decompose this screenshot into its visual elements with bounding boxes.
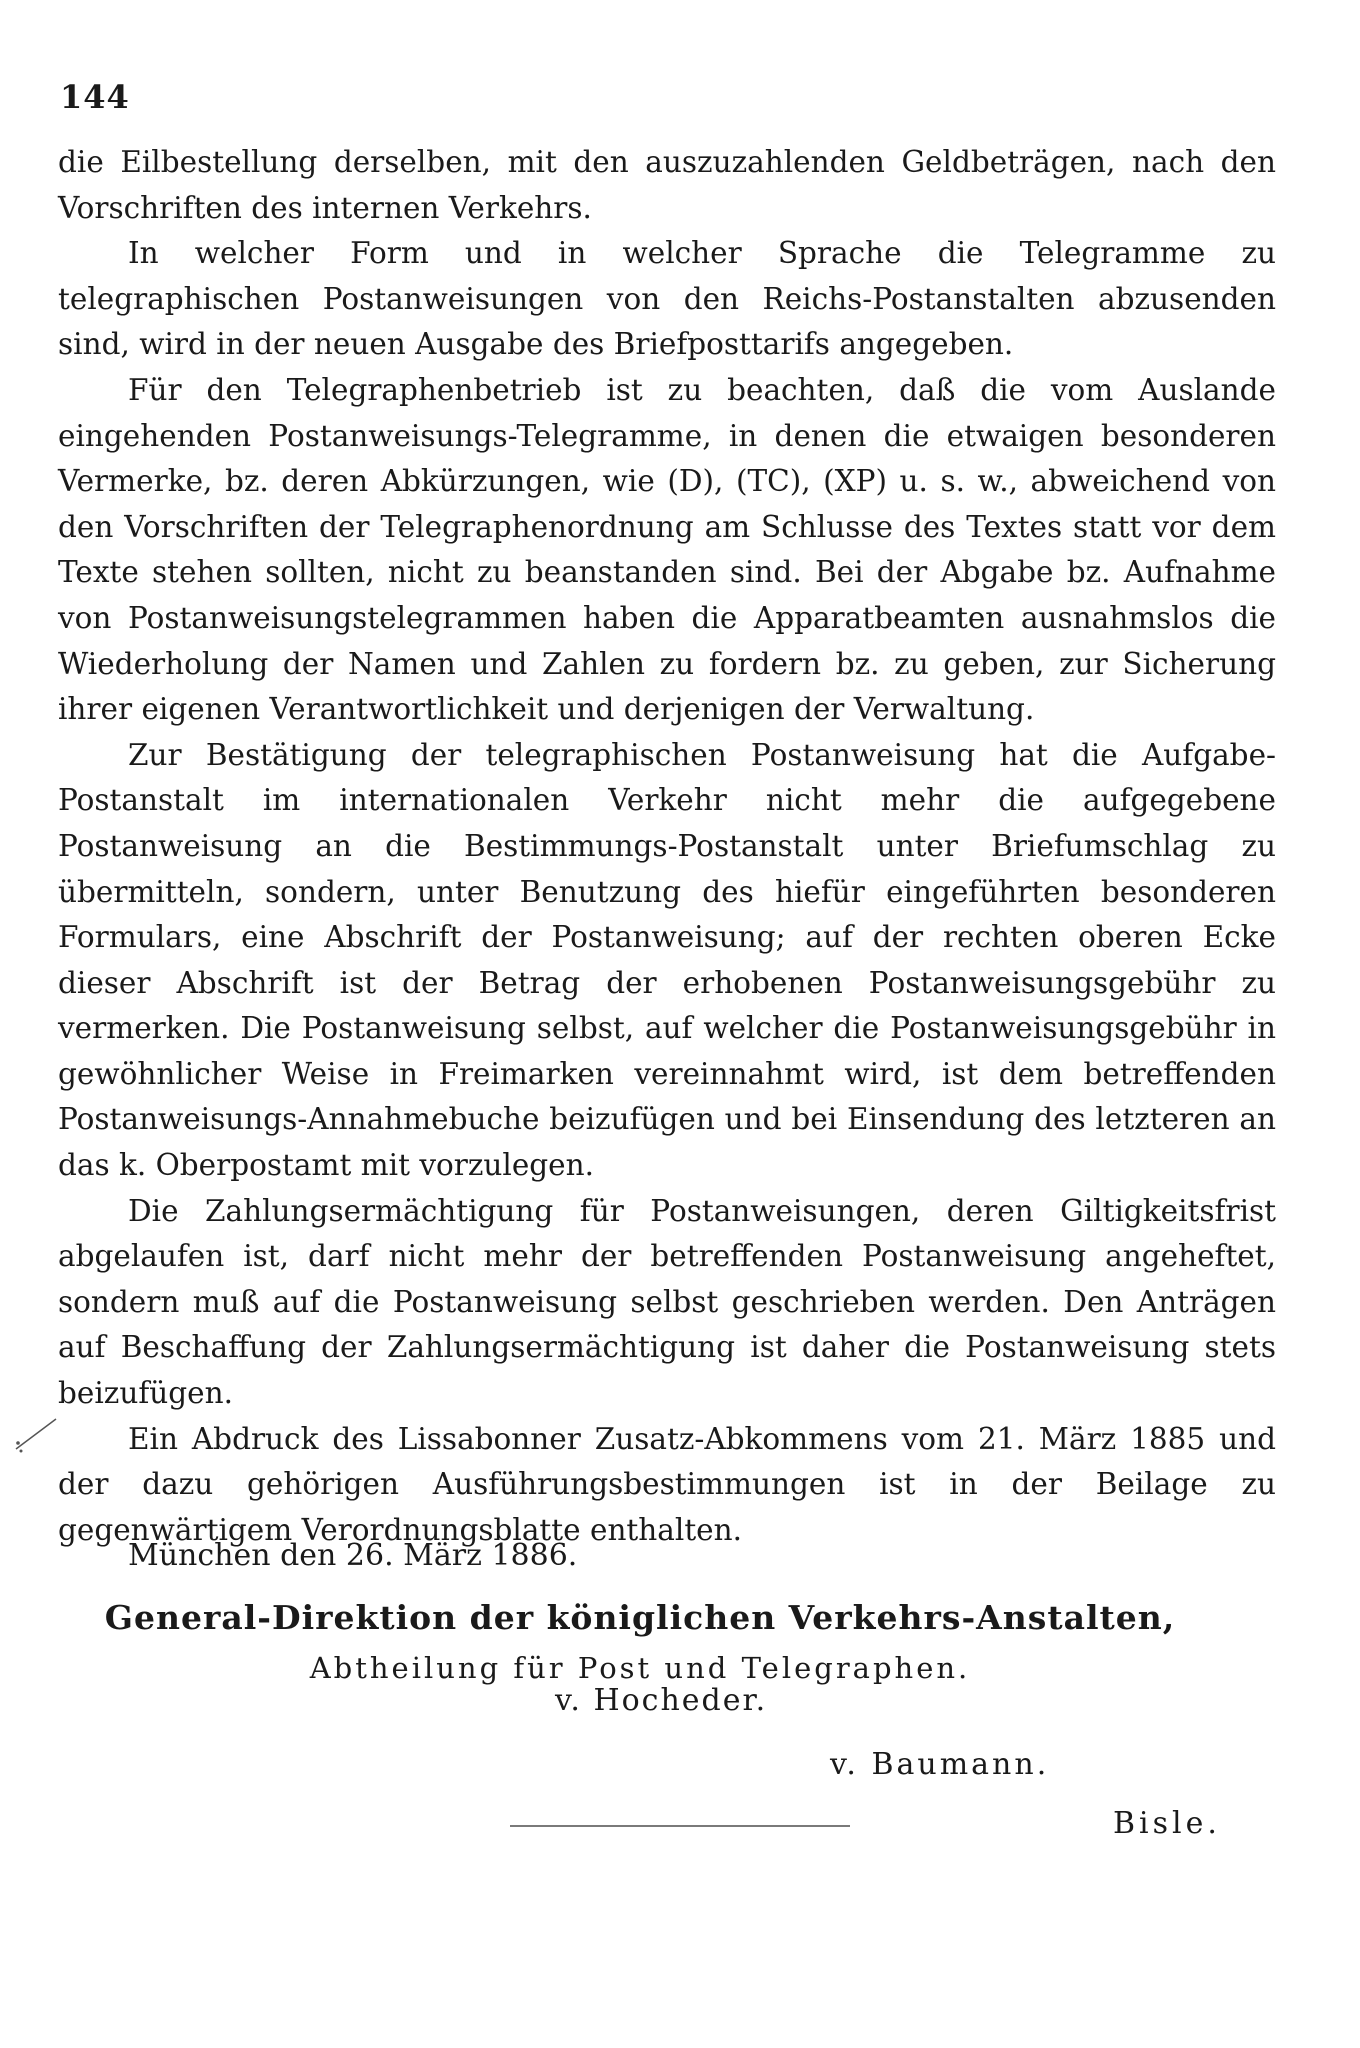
paragraph-confirmation: Zur Bestätigung der telegraphischen Postanweisung hat die Aufgabe-Postanstalt im internationalen Verkehr nicht mehr die aufgegebene Postanweisung an die Bestimmungs-Postanstalt unter Briefumschlag zu übermitteln, sondern, unter Benutzung des hiefür eingeführten besonderen Formulars, eine Abschrift der Postanweisung; auf der rechten oberen Ecke dieser Abschrift ist der Betrag der erhobenen Postanweisungsgebühr zu vermerken. Die Postanweisung selbst, auf welcher die Postanweisungsgebühr in gewöhnlicher Weise in Freimarken vereinnahmt wird, ist dem betreffenden Postanweisungs-Annahmebuche beizufügen und bei Einsendung des letzteren an das k. Oberpostamt mit vorzulegen. (58, 737, 1276, 1183)
paragraph-lisbon-agreement: Ein Abdruck des Lissabonner Zusatz-Abkommens vom 21. März 1885 und der dazu gehörigen Ausführungsbestimmungen ist in der Beilage zu gegenwärtigem Verordnungsblatte enthalten. (58, 1421, 1276, 1547)
paragraph-continuation: die Eilbestellung derselben, mit den auszuzahlenden Geldbeträgen, nach den Vorschriften des internen Verkehrs. (58, 145, 1276, 225)
signature-department: Abtheilung für Post und Telegraphen. (309, 1651, 971, 1685)
signature-block (0, 1598, 1360, 1685)
signatory-bisle: Bisle. (1113, 1806, 1221, 1841)
margin-pencil-mark (12, 1415, 62, 1455)
paragraph-payment-authorization: Die Zahlungsermächtigung für Postanweisungen, deren Giltigkeitsfrist abgelaufen ist, darf nicht mehr der betreffenden Postanweisung angeheftet, sondern muß auf die Postanweisung selbst geschrieben werden. Den Anträgen auf Beschaffung der Zahlungsermächtigung ist daher die Postanweisung stets beizufügen. (58, 1193, 1276, 1411)
date-line: München den 26. März 1886. (128, 1538, 578, 1573)
paragraph-telegraph-operation: Für den Telegraphenbetrieb ist zu beachten, daß die vom Auslande eingehenden Postanweisungs-Telegramme, in denen die etwaigen besonderen Vermerke, bz. deren Abkürzungen, wie (D), (TC), (XP) u. s. w., abweichend von den Vorschriften der Telegraphenordnung am Schlusse des Textes statt vor dem Texte stehen sollten, nicht zu beanstanden sind. Bei der Abgabe bz. Aufnahme von Postanweisungstelegrammen haben die Apparatbeamten ausnahmslos die Wiederholung der Namen und Zahlen zu fordern bz. zu geben, zur Sicherung ihrer eigenen Verantwortlichkeit und derjenigen der Verwaltung. (58, 372, 1276, 727)
signatory-hocheder: v. Hocheder. (555, 1683, 768, 1718)
signature-organization: General-Direktion der königlichen Verkehrs-Anstalten, (104, 1598, 1176, 1637)
signatory-baumann: v. Baumann. (830, 1747, 1050, 1782)
paragraph-telegram-form: In welcher Form und in welcher Sprache die Telegramme zu telegraphischen Postanweisungen von den Reichs-Postanstalten abzusenden sind, wird in der neuen Ausgabe des Briefposttarifs angegeben. (58, 236, 1276, 362)
page-number: 144 (60, 78, 130, 116)
body-text (58, 140, 1276, 1553)
closing-rule (510, 1825, 850, 1827)
